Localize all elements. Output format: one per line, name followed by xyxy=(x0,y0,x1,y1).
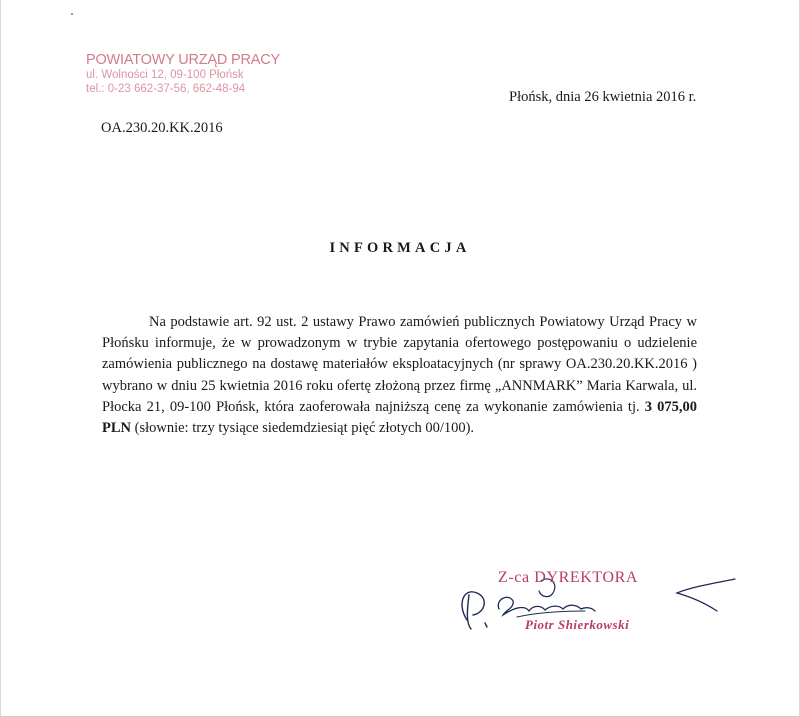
contract-amount: 3 075,00 PLN xyxy=(102,398,698,437)
signature-stroke-dot xyxy=(485,623,487,627)
document-body xyxy=(102,312,697,439)
signatory-role: Z-ca DYREKTORA xyxy=(498,569,639,586)
reference-number: OA.230.20.KK.2016 xyxy=(101,120,223,136)
stamp-address: ul. Wolności 12, 09-100 Płońsk xyxy=(86,69,244,82)
signature-stroke-p xyxy=(462,592,484,629)
stamp-phone: tel.: 0-23 662-37-56, 662-48-94 xyxy=(86,83,246,96)
signatory-name: Piotr Shierkowski xyxy=(525,617,630,632)
office-stamp xyxy=(86,52,280,97)
body-text-main: Na podstawie art. 92 ust. 2 ustawy Prawo zamówień publicznych Powiatowy Urząd Pracy w Płońsku informuje, że w prowadzonym w trybie zapytania ofertowego postępowaniu o udzielenie zamówienia publicznego na dostawę materiałów eksploatacyjnych (nr sprawy OA.230.20.KK.2016 ) wybrano w dniu 25 kwietnia 2016 roku ofertę złożoną przez firmę „ANNMARK” Maria Karwala, ul. Płocka 21, 09-100 Płońsk, która zaoferowała najniższą cenę za wykonanie zamówienia tj. xyxy=(102,314,697,415)
document-title: INFORMACJA xyxy=(329,240,471,256)
body-text-tail: (słownie: trzy tysiące siedemdziesiąt pięć złotych 00/100). xyxy=(131,420,475,437)
body-paragraph xyxy=(102,312,697,439)
stamp-office-name: POWIATOWY URZĄD PRACY xyxy=(86,52,280,68)
scan-mark xyxy=(71,13,73,15)
signature-block xyxy=(455,565,745,645)
place-and-date: Płońsk, dnia 26 kwietnia 2016 r. xyxy=(509,89,697,105)
signature-stroke-mark xyxy=(677,579,735,611)
